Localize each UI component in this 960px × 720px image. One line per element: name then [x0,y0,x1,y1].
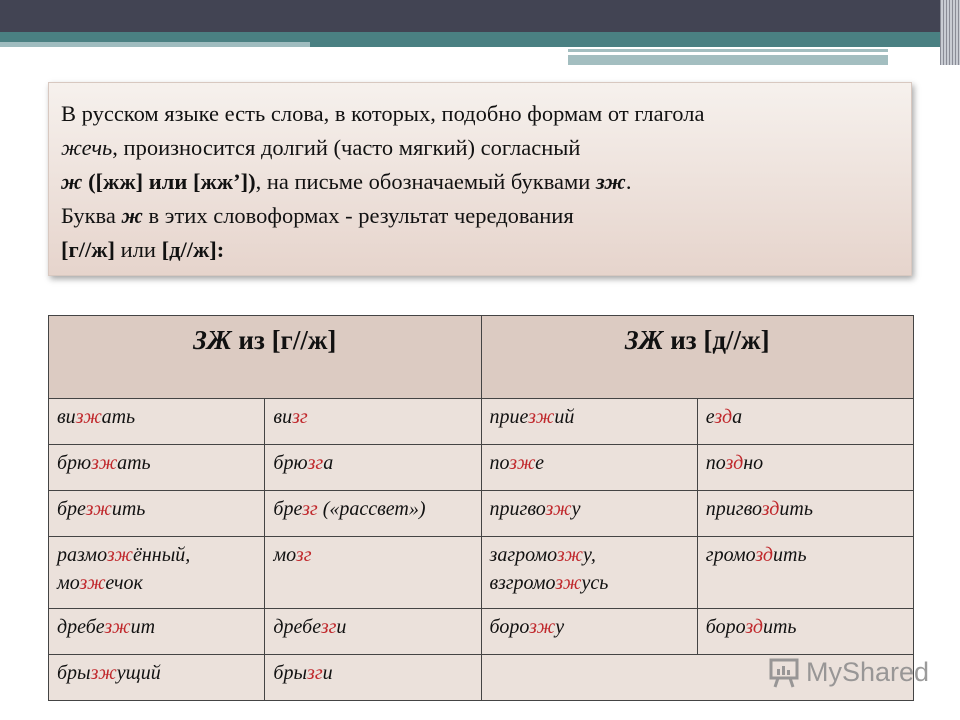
word [273,659,472,687]
word [490,495,689,523]
highlighted-letters: зж [555,572,582,594]
word [57,541,256,569]
table-row [49,445,914,491]
word-cell [481,445,697,491]
intro-text-segment: В русском языке есть слова, в которых, подобно формам от глагола [61,101,705,126]
intro-text-segment: , произносится долгий (часто мягкий) согласный [112,135,581,160]
highlighted-letters: зж [85,498,112,520]
highlighted-letters: зж [556,544,584,566]
word-cell [49,399,265,445]
intro-text-segment: ж [61,169,83,194]
intro-line [61,165,899,199]
word-cell [265,537,481,609]
word-part: у [571,498,581,520]
word [273,541,472,569]
word-part: у, [583,544,596,566]
highlighted-letters: зж [545,498,572,520]
word [57,495,256,523]
alternation-table [48,315,914,701]
intro-line [61,131,899,165]
word-cell [49,655,265,701]
table-header-row [49,316,914,399]
intro-text-segment: жечь [61,135,113,160]
word-cell [697,491,913,537]
word [490,403,689,431]
intro-text-segment: , на письме обозначаемый буквами [255,169,596,194]
highlighted-letters: зж [104,616,131,638]
highlighted-letters: зд [725,452,744,474]
highlighted-letters: зг [302,498,318,520]
slide-accent-band [310,42,960,47]
intro-text-segment: [д//ж]: [161,237,225,262]
highlighted-letters: зж [529,616,556,638]
word [706,495,905,523]
highlighted-letters: зж [509,452,536,474]
word-cell [697,609,913,655]
highlighted-letters: зж [79,572,106,594]
word-part: усь [581,572,609,594]
table-row [49,491,914,537]
header-label: из [д//ж] [663,325,770,355]
header-d-zh [481,316,913,399]
word [706,449,905,477]
word-part: по [489,452,510,474]
intro-line [61,233,899,267]
word-part: бры [57,662,91,684]
intro-text-segment: . [625,169,632,194]
word [57,569,256,597]
header-g-zh [49,316,482,399]
word-part: мо [273,544,296,566]
word-cell [481,491,697,537]
slide-top-band [0,0,960,32]
intro-text-segment: ([жж] или [жж’]) [82,169,256,194]
word-cell [265,445,481,491]
word-part: е [535,452,545,474]
word-part: ви [57,406,76,428]
word-part: у [555,616,565,638]
word-part: ённый, [132,544,191,566]
word [273,449,472,477]
highlighted-letters: зж [75,406,102,428]
word-cell [265,609,481,655]
word-part: и [336,616,347,638]
word-part: размо [57,544,107,566]
word-part: громо [705,544,756,566]
highlighted-letters: зг [320,616,337,638]
word-cell [697,399,913,445]
word-part: ви [273,406,293,428]
word-part: а [323,452,334,474]
word [490,613,689,641]
myshared-watermark [768,655,929,689]
intro-text-segment: ж [121,203,143,228]
slide-edge-decoration [940,0,960,65]
word-cell [481,537,697,609]
intro-text-segment: в этих словоформах - результат чередования [142,203,574,228]
slide-accent-band [0,32,960,42]
word-part: ий [554,406,575,428]
word-part: пригво [705,498,762,520]
word-part: мо [57,572,80,594]
word [706,403,905,431]
word-part: взгромо [489,572,556,594]
word-part: загромо [489,544,557,566]
intro-text-segment: зж [595,169,626,194]
table-row [49,537,914,609]
highlighted-letters: зж [528,406,555,428]
table-row [49,609,914,655]
word-cell [697,445,913,491]
header-zj: ЗЖ [193,325,232,355]
word [273,613,472,641]
word [490,449,689,477]
word-part: прие [489,406,529,428]
word [490,569,689,597]
word-cell [481,609,697,655]
header-zj: ЗЖ [624,325,664,355]
intro-text-segment: Буква [61,203,122,228]
word-part: ить [773,544,807,566]
word-part: ать [101,406,136,428]
highlighted-letters: зг [307,452,324,474]
word-part: но [743,452,764,474]
highlighted-letters: зж [91,452,118,474]
table-row [49,399,914,445]
word-part: («рассвет») [317,498,426,520]
intro-line [61,199,899,233]
word-part: а [732,406,743,428]
highlighted-letters: зд [745,616,763,638]
word-part: по [705,452,726,474]
highlighted-letters: зж [90,662,117,684]
highlighted-letters: зд [714,406,733,428]
header-label: из [г//ж] [231,325,337,355]
word-part: пригво [489,498,546,520]
word [57,403,256,431]
word-part: и [322,662,333,684]
word-part: бре [57,498,86,520]
intro-text-box [48,82,912,276]
word-part: дребе [57,616,105,638]
word-part: брю [273,452,308,474]
word-part: дребе [273,616,321,638]
highlighted-letters: зг [307,662,323,684]
word-part: брю [57,452,92,474]
word [57,449,256,477]
highlighted-letters: зд [755,544,773,566]
word-cell [265,655,481,701]
word-part: ить [111,498,146,520]
word [706,613,905,641]
watermark-text: MyShared [806,656,930,687]
slide-accent-band [0,42,310,47]
highlighted-letters: зд [761,498,780,520]
word [706,541,905,569]
word-part: бре [273,498,303,520]
word-cell [265,491,481,537]
highlighted-letters: зг [295,544,312,566]
word [273,495,472,523]
word [490,541,689,569]
word [57,659,256,687]
word-part: ить [762,616,797,638]
word-part: ать [117,452,151,474]
word-cell [49,491,265,537]
word-part: боро [705,616,746,638]
word-part: бры [273,662,308,684]
word-part: боро [489,616,530,638]
word-part: ить [779,498,813,520]
word-part: ит [130,616,156,638]
word-cell [697,537,913,609]
word [57,613,256,641]
highlighted-letters: зж [106,544,133,566]
word-part: ущий [116,662,161,684]
word-part: е [705,406,715,428]
word-cell [49,609,265,655]
presentation-board-icon [768,655,802,689]
intro-text-segment: или [115,237,162,262]
word-part: ечок [105,572,143,594]
highlighted-letters: зг [292,406,308,428]
word-cell [265,399,481,445]
word-cell [49,537,265,609]
word [273,403,472,431]
intro-line [61,97,899,131]
word-cell [481,399,697,445]
word-cell [49,445,265,491]
slide-accent-band [568,55,888,65]
intro-text-segment: [г//ж] [61,237,116,262]
slide-accent-band [568,49,888,52]
